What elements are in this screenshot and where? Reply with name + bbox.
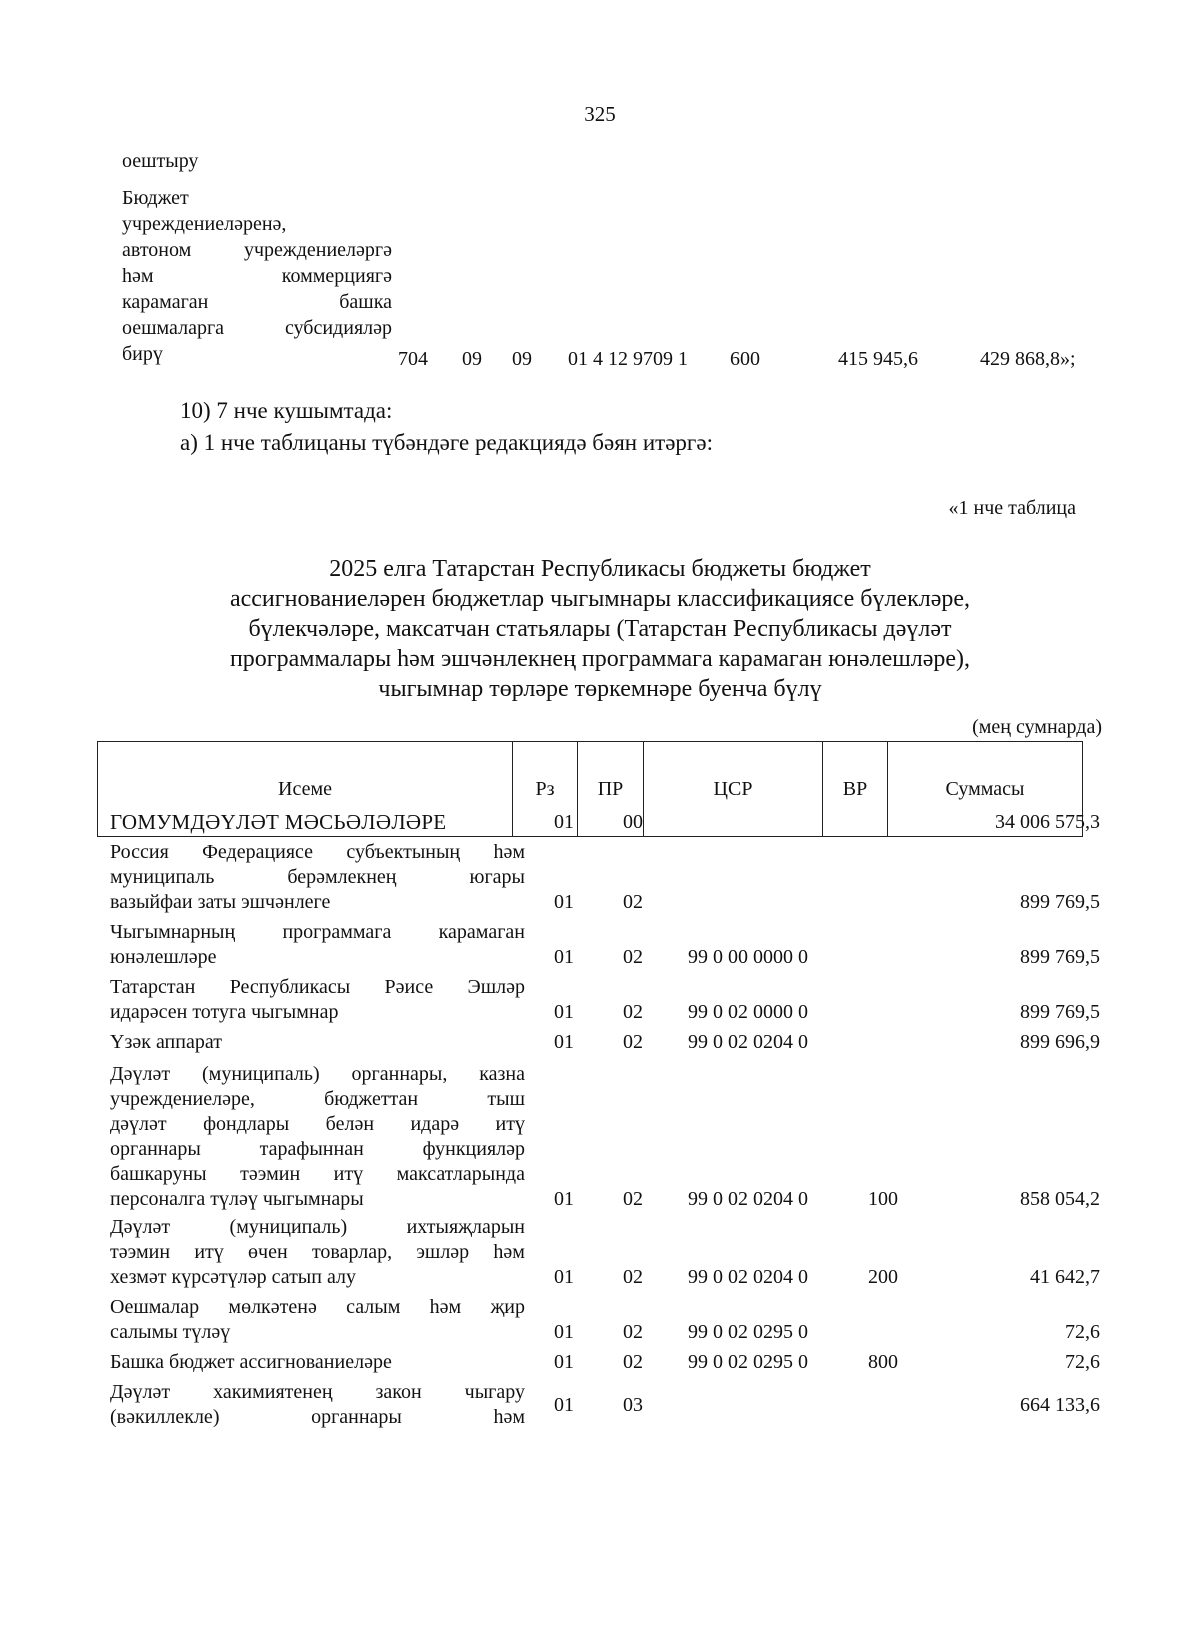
word: идарә <box>410 1113 460 1135</box>
word: Татарстан <box>110 976 196 998</box>
header-csr: ЦСР <box>643 741 823 837</box>
word: һәм <box>493 841 525 863</box>
word: карамаган <box>122 291 209 313</box>
word: вазыйфаи заты эшчәнлеге <box>110 891 331 913</box>
continuation-col3: 09 <box>512 348 532 370</box>
row-rz: 01 <box>554 1321 574 1343</box>
row-name-line <box>110 1187 525 1212</box>
word: Оешмалар <box>110 1296 200 1318</box>
row-name-line <box>110 1350 525 1375</box>
row-rz: 01 <box>554 1394 574 1416</box>
continuation-col6: 415 945,6 <box>838 348 918 370</box>
word: һәм <box>493 1406 525 1428</box>
continuation-name-line <box>122 185 392 211</box>
word: тарафыннан <box>259 1138 364 1160</box>
word: тәэмин <box>240 1163 301 1185</box>
word: функцияләр <box>422 1138 525 1160</box>
word: карамаган <box>438 921 525 943</box>
continuation-col5: 600 <box>730 348 760 370</box>
word: персоналга түләү чыгымнары <box>110 1188 364 1210</box>
row-sum: 72,6 <box>1065 1321 1100 1343</box>
row-pr: 03 <box>623 1394 643 1416</box>
row-pr: 02 <box>623 1351 643 1373</box>
row-sum: 899 769,5 <box>1020 946 1100 968</box>
word: юнәлешләре <box>110 946 217 968</box>
word: (муниципаль) <box>202 1063 320 1085</box>
row-name <box>110 1030 525 1055</box>
row-name-line <box>110 1380 525 1405</box>
continuation-col2: 09 <box>462 348 482 370</box>
row-name <box>110 1062 525 1212</box>
table-row <box>110 810 1100 835</box>
row-name-line <box>110 1162 525 1187</box>
word: Башка бюджет ассигнованиеләре <box>110 1351 392 1373</box>
row-pr: 02 <box>623 1031 643 1053</box>
row-sum: 72,6 <box>1065 1351 1100 1373</box>
word: салым <box>346 1296 401 1318</box>
instruction-line-2: а) 1 нче таблицаны түбәндәге редакциядә бәян итәргә: <box>180 430 713 455</box>
word: һәм <box>429 1296 462 1318</box>
word: итү <box>495 1113 525 1135</box>
word: мөлкәтенә <box>228 1296 317 1318</box>
word: башкаруны <box>110 1163 207 1185</box>
row-csr: 99 0 02 0204 0 <box>688 1031 808 1053</box>
word: фондлары <box>203 1113 290 1135</box>
table-row <box>110 975 1100 1025</box>
page-number: 325 <box>584 102 616 126</box>
header-vr: ВР <box>822 741 888 837</box>
word: оешмаларга <box>122 317 225 339</box>
continuation-name-line <box>122 289 392 315</box>
row-name <box>110 920 525 970</box>
row-pr: 00 <box>623 811 643 833</box>
word: казна <box>479 1063 525 1085</box>
word: учреждениеләренә, <box>122 213 287 235</box>
word: Дәүләт <box>110 1216 171 1238</box>
continuation-name-line <box>122 211 392 237</box>
row-name-line <box>110 865 525 890</box>
row-rz: 01 <box>554 1001 574 1023</box>
row-name-line <box>110 1295 525 1320</box>
header-name: Исеме <box>97 741 513 837</box>
header-pr: ПР <box>577 741 644 837</box>
word: бюджеттан <box>324 1088 419 1110</box>
word: субъектының <box>346 841 461 863</box>
row-name-line <box>110 1265 525 1290</box>
continuation-col4: 01 4 12 9709 1 <box>568 348 688 370</box>
table-row <box>110 1030 1100 1055</box>
word: Дәүләт <box>110 1381 171 1403</box>
word: ГОМУМДӘҮЛӘТ МӘСЬӘЛӘЛӘРЕ <box>110 810 447 834</box>
table-row <box>110 920 1100 970</box>
units-note: (мең сумнарда) <box>972 716 1102 738</box>
header-sum: Суммасы <box>887 741 1083 837</box>
continuation-col7: 429 868,8»; <box>980 348 1076 370</box>
word: (вәкиллекле) <box>110 1406 220 1428</box>
word: органнары, <box>351 1063 448 1085</box>
word: (муниципаль) <box>229 1216 348 1238</box>
table-row <box>110 1350 1100 1375</box>
table-row <box>110 1062 1100 1212</box>
row-pr: 02 <box>623 1266 643 1288</box>
row-pr: 02 <box>623 1188 643 1210</box>
row-name-line <box>110 840 525 865</box>
continuation-name-line <box>122 315 392 341</box>
row-sum: 34 006 575,3 <box>995 811 1100 833</box>
continuation-prev-word: оештыру <box>122 150 199 172</box>
word: Үзәк аппарат <box>110 1031 222 1053</box>
word: программага <box>282 921 392 943</box>
row-name <box>110 975 525 1025</box>
word: хезмәт күрсәтүләр сатып алу <box>110 1266 356 1288</box>
word: салымы түләү <box>110 1321 231 1343</box>
word: Дәүләт <box>110 1063 171 1085</box>
row-name-line <box>110 1137 525 1162</box>
word: учреждениеләргә <box>243 239 392 261</box>
continuation-name-line <box>122 237 392 263</box>
word: учреждениеләре, <box>110 1088 255 1110</box>
row-sum: 899 696,9 <box>1020 1031 1100 1053</box>
continuation-col1: 704 <box>398 348 428 370</box>
row-name-line <box>110 920 525 945</box>
table-row <box>110 1215 1100 1290</box>
table-row <box>110 1380 1100 1430</box>
row-name <box>110 1215 525 1290</box>
header-rz: Рз <box>512 741 578 837</box>
row-rz: 01 <box>554 946 574 968</box>
continuation-name <box>122 185 392 367</box>
row-name-line <box>110 1240 525 1265</box>
word: чыгару <box>464 1381 525 1403</box>
word: Республикасы <box>229 976 351 998</box>
word: Бюджет <box>122 187 189 209</box>
word: югары <box>469 866 525 888</box>
row-name-line <box>110 810 525 835</box>
row-rz: 01 <box>554 1266 574 1288</box>
row-csr: 99 0 02 0204 0 <box>688 1266 808 1288</box>
row-pr: 02 <box>623 1001 643 1023</box>
row-vr: 100 <box>868 1188 898 1210</box>
row-name-line <box>110 1062 525 1087</box>
word: идарәсен тотуга чыгымнар <box>110 1001 339 1023</box>
row-rz: 01 <box>554 811 574 833</box>
word: автоном <box>122 239 192 261</box>
word: Федерациясе <box>202 841 314 863</box>
row-name <box>110 840 525 915</box>
row-csr: 99 0 02 0000 0 <box>688 1001 808 1023</box>
row-name <box>110 1295 525 1345</box>
row-pr: 02 <box>623 1321 643 1343</box>
word: башка <box>339 291 392 313</box>
row-rz: 01 <box>554 1351 574 1373</box>
word: берәмлекнең <box>287 866 397 888</box>
word: муниципаль <box>110 866 215 888</box>
row-name <box>110 1380 525 1430</box>
row-name-line <box>110 945 525 970</box>
row-name-line <box>110 975 525 1000</box>
word: дәүләт <box>110 1113 167 1135</box>
row-sum: 858 054,2 <box>1020 1188 1100 1210</box>
word: өчен <box>248 1241 288 1263</box>
continuation-name-line <box>122 341 392 367</box>
row-rz: 01 <box>554 891 574 913</box>
row-name-line <box>110 1320 525 1345</box>
word: субсидияләр <box>284 317 392 339</box>
table-reference: «1 нче таблица <box>948 497 1076 519</box>
title-line: 2025 елга Татарстан Республикасы бюджеты бюджет <box>329 556 871 582</box>
word: ихтыяҗларын <box>406 1216 525 1238</box>
word: Россия <box>110 841 169 863</box>
instruction-line-1: 10) 7 нче кушымтада: <box>180 398 393 423</box>
word: хакимиятенең <box>213 1381 333 1403</box>
row-rz: 01 <box>554 1031 574 1053</box>
table-row <box>110 840 1100 915</box>
word: тыш <box>487 1088 525 1110</box>
table-title <box>0 554 1200 704</box>
title-line: чыгымнар төрләре төркемнәре буенча бүлү <box>378 676 822 702</box>
word: максатларында <box>396 1163 525 1185</box>
word: органнары <box>110 1138 201 1160</box>
word: һәм <box>493 1241 525 1263</box>
word: Чыгымнарның <box>110 921 236 943</box>
row-name <box>110 810 525 835</box>
row-name-line <box>110 1000 525 1025</box>
word: белән <box>325 1113 375 1135</box>
row-pr: 02 <box>623 946 643 968</box>
row-vr: 200 <box>868 1266 898 1288</box>
row-name <box>110 1350 525 1375</box>
table-row <box>110 1295 1100 1345</box>
word: Рәисе <box>384 976 434 998</box>
word: тәэмин <box>110 1241 171 1263</box>
word: бирү <box>122 343 163 365</box>
word: һәм <box>122 265 154 287</box>
row-name-line <box>110 1030 525 1055</box>
row-name-line <box>110 1112 525 1137</box>
word: җир <box>490 1296 525 1318</box>
row-sum: 899 769,5 <box>1020 891 1100 913</box>
row-csr: 99 0 02 0295 0 <box>688 1321 808 1343</box>
word: органнары <box>311 1406 402 1428</box>
continuation-name-line <box>122 263 392 289</box>
word: итү <box>194 1241 224 1263</box>
row-sum: 41 642,7 <box>1030 1266 1100 1288</box>
title-line: бүлекчәләре, максатчан статьялары (Татарстан Республикасы дәүләт <box>248 616 952 642</box>
row-name-line <box>110 1405 525 1430</box>
row-csr: 99 0 02 0204 0 <box>688 1188 808 1210</box>
word: закон <box>375 1381 422 1403</box>
row-vr: 800 <box>868 1351 898 1373</box>
title-line: ассигнованиеләрен бюджетлар чыгымнары классификациясе бүлекләре, <box>229 586 971 612</box>
row-csr: 99 0 02 0295 0 <box>688 1351 808 1373</box>
word: товарлар, <box>311 1241 393 1263</box>
title-line: программалары һәм эшчәнлекнең программага карамаган юнәлешләре), <box>229 646 971 672</box>
row-sum: 664 133,6 <box>1020 1394 1100 1416</box>
word: эшләр <box>416 1241 470 1263</box>
word: итү <box>333 1163 364 1185</box>
row-pr: 02 <box>623 891 643 913</box>
row-rz: 01 <box>554 1188 574 1210</box>
row-sum: 899 769,5 <box>1020 1001 1100 1023</box>
word: коммерциягә <box>281 265 392 287</box>
row-name-line <box>110 890 525 915</box>
row-name-line <box>110 1215 525 1240</box>
word: Эшләр <box>467 976 525 998</box>
row-name-line <box>110 1087 525 1112</box>
row-csr: 99 0 00 0000 0 <box>688 946 808 968</box>
